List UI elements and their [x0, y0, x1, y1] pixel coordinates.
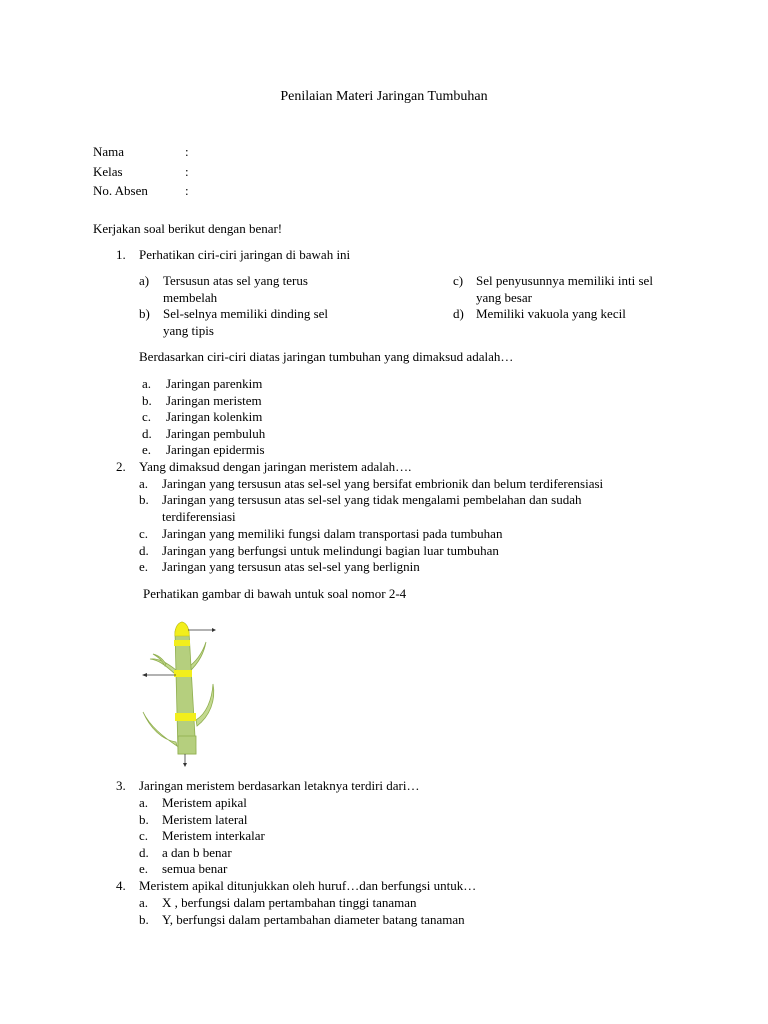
leaf-lower-right: [196, 684, 214, 726]
option-text: Jaringan kolenkim: [166, 409, 263, 424]
question-text: Perhatikan ciri-ciri jaringan di bawah ini: [139, 247, 351, 262]
option-letter: e.: [139, 559, 149, 574]
question-text: Jaringan meristem berdasarkan letaknya terdiri dari…: [139, 778, 420, 793]
meristem-band-upper: [174, 640, 190, 646]
arrow-left-head: [142, 673, 147, 677]
arrow-down-head: [183, 763, 187, 767]
feature-text: Sel-selnya memiliki dinding sel: [163, 306, 329, 321]
name-colon: :: [185, 144, 189, 159]
instruction-text: Kerjakan soal berikut dengan benar!: [93, 221, 283, 236]
option-letter: b.: [139, 912, 149, 927]
option-text: Jaringan yang tersusun atas sel-sel yang bersifat embrionik dan belum terdiferensiasi: [162, 476, 604, 491]
feature-text: Tersusun atas sel yang terus: [163, 273, 308, 288]
feature-text-cont: yang besar: [476, 290, 532, 305]
feature-letter: d): [453, 306, 464, 321]
question-text: Yang dimaksud dengan jaringan meristem adalah….: [139, 459, 412, 474]
option-text: Y, berfungsi dalam pertambahan diameter batang tanaman: [162, 912, 465, 927]
class-colon: :: [185, 164, 189, 179]
arrow-right-head: [212, 628, 216, 632]
option-letter: c.: [139, 526, 149, 541]
option-letter: d.: [139, 543, 149, 558]
meristem-band-middle: [174, 670, 192, 677]
question-number: 2.: [116, 459, 126, 474]
option-letter: c.: [142, 409, 152, 424]
option-text: Meristem lateral: [162, 812, 248, 827]
option-letter: a.: [142, 376, 152, 391]
option-letter: b.: [139, 492, 149, 507]
question-number: 1.: [116, 247, 126, 262]
meristem-band-lower: [175, 713, 196, 721]
stem-base: [178, 736, 196, 754]
question-text: Meristem apikal ditunjukkan oleh huruf…dan berfungsi untuk…: [139, 878, 477, 893]
option-text: semua benar: [162, 861, 228, 876]
feature-letter: a): [139, 273, 150, 288]
apical-tip: [175, 622, 190, 636]
feature-text: Sel penyusunnya memiliki inti sel: [476, 273, 653, 288]
option-letter: a.: [139, 476, 149, 491]
option-text: Jaringan parenkim: [166, 376, 263, 391]
option-text: Jaringan pembuluh: [166, 426, 266, 441]
option-text-cont: terdiferensiasi: [162, 509, 236, 524]
page-title: Penilaian Materi Jaringan Tumbuhan: [280, 89, 488, 104]
leaf-lower-left: [143, 712, 177, 746]
question-number: 4.: [116, 878, 126, 893]
feature-text-cont: yang tipis: [163, 323, 214, 338]
absen-colon: :: [185, 183, 189, 198]
option-letter: d.: [142, 426, 152, 441]
option-letter: a.: [139, 895, 149, 910]
class-label: Kelas: [93, 164, 123, 179]
question-stem: Berdasarkan ciri-ciri diatas jaringan tumbuhan yang dimaksud adalah…: [139, 349, 514, 364]
option-text: Meristem interkalar: [162, 828, 265, 843]
option-letter: e.: [142, 442, 152, 457]
option-text: Meristem apikal: [162, 795, 247, 810]
question-number: 3.: [116, 778, 126, 793]
option-letter: b.: [139, 812, 149, 827]
feature-letter: c): [453, 273, 464, 288]
option-letter: d.: [139, 845, 149, 860]
option-text: a dan b benar: [162, 845, 232, 860]
option-text: Jaringan yang tersusun atas sel-sel yang tidak mengalami pembelahan dan sudah: [162, 492, 582, 507]
option-text: Jaringan epidermis: [166, 442, 265, 457]
plant-stem-figure: [138, 618, 222, 770]
option-letter: b.: [142, 393, 152, 408]
option-letter: a.: [139, 795, 149, 810]
figure-caption: Perhatikan gambar di bawah untuk soal nomor 2-4: [143, 586, 407, 601]
absen-label: No. Absen: [93, 183, 148, 198]
option-letter: e.: [139, 861, 149, 876]
feature-text-cont: membelah: [163, 290, 218, 305]
option-letter: c.: [139, 828, 149, 843]
feature-text: Memiliki vakuola yang kecil: [476, 306, 626, 321]
name-label: Nama: [93, 144, 125, 159]
option-text: Jaringan yang berfungsi untuk melindungi bagian luar tumbuhan: [162, 543, 499, 558]
option-text: Jaringan yang tersusun atas sel-sel yang berlignin: [162, 559, 420, 574]
option-text: Jaringan yang memiliki fungsi dalam transportasi pada tumbuhan: [162, 526, 503, 541]
option-text: Jaringan meristem: [166, 393, 262, 408]
feature-letter: b): [139, 306, 150, 321]
option-text: X , berfungsi dalam pertambahan tinggi tanaman: [162, 895, 417, 910]
